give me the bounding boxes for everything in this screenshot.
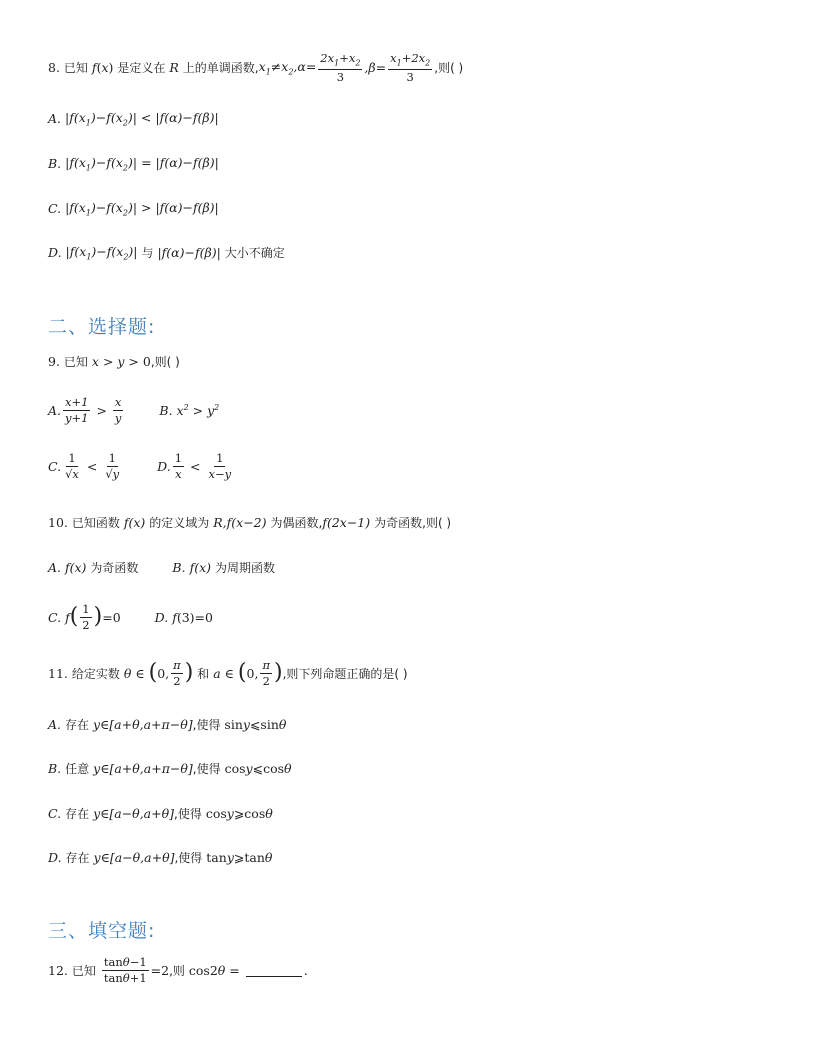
q10-text: 为奇函数,则( ) [374,516,452,530]
q10-text: 为偶函数, [270,516,323,530]
fraction: $\frac{1}{√x}$ [65,451,79,481]
q11-text: 给定实数 [71,666,120,681]
option-label: B. [159,402,173,418]
option-text: 存在 [65,718,90,732]
fraction: $\frac{x+1}{y+1}$ [65,395,89,425]
math: $x_1\ne x_2,\alpha=$ [258,59,317,77]
option-text: 任意 [65,762,90,776]
q11-tail: ,则下列命题正确的是( ) [282,666,408,681]
option-label: B. [172,560,186,575]
option-label: C. [48,458,62,474]
fraction: $\frac{\tan\theta-1}{\tan\theta+1}$ [103,955,147,985]
q10-stem: 10. 已知函数 f(x) 的定义域为 R,f(x−2) 为偶函数, f(2x−1) 为奇函数,则( ) [48,515,452,530]
q12-stem: 12. 已知 $\frac{\tan\theta-1}{\tan\theta+1}$ =2 ,则 cos2θ = . [48,955,308,985]
q12-end: . [303,962,308,978]
q11-option-b: B. 任意 y∈[a+θ,a+π−θ] ,使得 cosy⩽cosθ [48,761,292,776]
q8-text: 是定义在 [117,61,166,76]
option-label: A. [48,717,62,732]
option-label: D. [48,850,62,865]
fraction: $\frac{1}{2}$ [82,602,90,632]
option-text: 存在 [65,807,90,821]
q11-stem: 11. 给定实数 θ ∈ ( 0, $\frac{\pi}{2}$ ) 和 a ∈ ( 0, $\frac{\pi}{2}$ ) ,则下列命题正确的是( ) [48,658,408,688]
fraction: $\frac{x_1+2x_2}{3}$ [390,51,431,85]
q11-option-d: D. 存在 y∈[a−θ,a+θ] ,使得 tany⩾tanθ [48,850,273,865]
q10-text: 的定义域为 [149,516,210,530]
fraction: $\frac{x}{y}$ [114,395,122,425]
q8-option-a: A. $|f(x_1)-f(x_2)| < |f(\alpha)-f(\beta)|$ [48,110,219,128]
q12-text: 已知 [71,963,96,978]
q9-tail: ,则( ) [150,355,180,369]
q10-options-ab: A. f(x) 为奇函数 B. f(x) 为周期函数 [48,560,275,575]
option-text: 与 [141,246,154,261]
option-label: A. [48,402,62,418]
q8-stem: 8. 已知 f ( x ) 是定义在 R 上的单调函数, $x_1\ne x_2,\alpha=$ $\frac{2x_1+x_2}{3}$ ,β= $\frac{x_1+2x_2}{3}$ ,则( ) [48,51,464,85]
q8-option-d: D. $|f(x_1)-f(x_2)|$ 与 |f(α)−f(β)| 大小不确定 [48,244,285,262]
q8-text: 已知 [63,61,88,76]
option-label: C. [48,609,62,625]
q9-options-ab: A. $\frac{x+1}{y+1}$ > $\frac{x}{y}$ B. $x^2 > y^2$ [48,395,220,425]
q10-options-cd: C. f ( $\frac{1}{2}$ ) =0 D. f (3)=0 [48,602,213,632]
fraction: $\frac{1}{√y}$ [105,451,120,481]
q10-number: 10. [48,515,68,530]
option-label: D. [154,609,169,625]
fraction: $\frac{1}{x-y}$ [208,451,232,481]
option-label: A. [48,111,62,127]
option-text: 为奇函数 [90,561,139,575]
option-label: D. [48,245,62,261]
option-text: ,使得 [192,762,221,776]
fraction: $\frac{1}{x}$ [174,451,183,481]
option-text: 为周期函数 [214,561,275,575]
q11-option-a: A. 存在 y∈[a+θ,a+π−θ] ,使得 siny⩽sinθ [48,717,287,732]
option-text: ,使得 [192,718,221,732]
q9-text: 已知 [63,355,88,369]
math: f [91,60,97,76]
q12-number: 12. [48,962,68,978]
q8-number: 8. [48,60,60,76]
q8-option-c: C. $|f(x_1)-f(x_2)| > |f(\alpha)-f(\beta)|$ [48,200,219,218]
q9-number: 9. [48,354,60,369]
option-label: A. [48,560,62,575]
fraction: $\frac{\pi}{2}$ [262,658,271,688]
q12-text: ,则 [169,963,185,978]
option-label: C. [48,806,62,821]
q11-option-c: C. 存在 y∈[a−θ,a+θ] ,使得 cosy⩾cosθ [48,806,273,821]
q8-tail: ,则( ) [434,61,464,76]
fraction: $\frac{\pi}{2}$ [173,658,181,688]
fraction: $\frac{2x_1+x_2}{3}$ [320,51,361,85]
q8-text: 上的单调函数, [182,61,259,76]
option-label: C. [48,201,62,217]
option-text: ,使得 [174,851,203,865]
answer-blank[interactable] [246,964,302,977]
q11-text: 和 [197,666,210,681]
option-label: B. [48,761,62,776]
q8-option-b: B. $|f(x_1)-f(x_2)| = |f(\alpha)-f(\beta)|$ [48,155,219,173]
option-text: 存在 [65,851,90,865]
math: R [169,60,179,76]
option-text: ,使得 [174,807,202,821]
q9-stem: 9. 已知 x > y > 0 ,则( ) [48,354,180,369]
q11-number: 11. [48,665,68,681]
q9-options-cd: C. $\frac{1}{√x}$ < $\frac{1}{√y}$ D. $\frac{1}{x}$ < $\frac{1}{x-y}$ [48,451,232,481]
section-heading-3: 三、填空题: [48,920,156,942]
q10-text: 已知函数 [71,516,120,530]
option-label: D. [157,458,171,474]
option-text: 大小不确定 [224,246,285,261]
option-label: B. [48,156,62,172]
section-heading-2: 二、选择题: [48,316,156,338]
